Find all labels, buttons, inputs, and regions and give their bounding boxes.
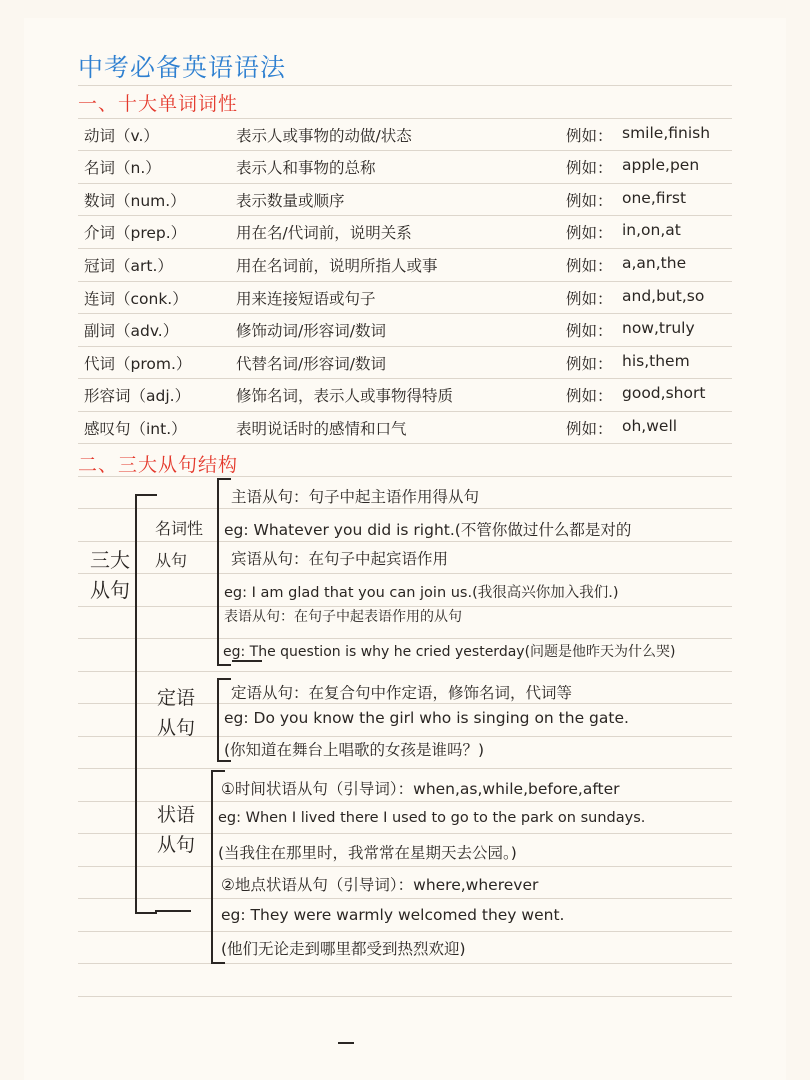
clause-line: 定语从句：在复合句中作定语，修饰名词，代词等 xyxy=(231,684,573,702)
clause-line: 表语从句：在句子中起表语作用的从句 xyxy=(224,609,462,625)
clause-line: (他们无论走到哪里都受到热烈欢迎) xyxy=(221,940,466,958)
part-description: 表示人和事物的总称 xyxy=(236,159,376,177)
clause-line: eg: Do you know the girl who is singing on the gate. xyxy=(224,709,629,727)
example-label: 例如： xyxy=(566,322,613,340)
example-words: in,on,at xyxy=(622,221,681,239)
group-bracket xyxy=(211,770,225,964)
group-label-adverbial-clause: 状语 从句 xyxy=(157,804,196,856)
clause-line: (你知道在舞台上唱歌的女孩是谁吗？) xyxy=(224,741,485,759)
section-heading-parts-of-speech: 一、十大单词词性 xyxy=(78,93,239,115)
part-description: 表示数量或顺序 xyxy=(236,192,345,210)
list-item xyxy=(0,313,810,345)
list-item xyxy=(0,346,810,378)
list-item xyxy=(0,118,810,150)
part-name: 介词（prep.） xyxy=(84,224,187,242)
page-dash xyxy=(338,1042,354,1044)
example-label: 例如： xyxy=(566,127,613,145)
clause-line: eg: When I lived there I used to go to the park on sundays. xyxy=(218,810,646,826)
list-item xyxy=(0,183,810,215)
bracket-tick xyxy=(155,910,191,912)
part-description: 用在名词前，说明所指人或事 xyxy=(236,257,438,275)
example-words: good,short xyxy=(622,384,706,402)
example-label: 例如： xyxy=(566,257,613,275)
part-name: 副词（adv.） xyxy=(84,322,179,340)
example-label: 例如： xyxy=(566,290,613,308)
example-words: his,them xyxy=(622,352,690,370)
example-words: a,an,the xyxy=(622,254,687,272)
list-item xyxy=(0,411,810,443)
part-name: 连词（conk.） xyxy=(84,290,188,308)
list-item xyxy=(0,215,810,247)
section-heading-clauses: 二、三大从句结构 xyxy=(78,454,239,476)
clause-line: (当我住在那里时，我常常在星期天去公园。) xyxy=(218,844,517,862)
example-label: 例如： xyxy=(566,355,613,373)
part-description: 修饰名词，表示人或事物得特质 xyxy=(236,387,454,405)
clause-line: 宾语从句：在句子中起宾语作用 xyxy=(231,550,449,568)
example-label: 例如： xyxy=(566,224,613,242)
example-label: 例如： xyxy=(566,420,613,438)
main-label: 三大 从句 xyxy=(90,548,130,602)
part-description: 用来连接短语或句子 xyxy=(236,290,376,308)
group-bracket xyxy=(217,478,231,666)
list-item xyxy=(0,248,810,280)
example-words: and,but,so xyxy=(622,287,705,305)
clause-line: eg: I am glad that you can join us.(我很高兴你加入我们.) xyxy=(224,585,619,601)
example-words: smile,finish xyxy=(622,124,711,142)
part-description: 修饰动词/形容词/数词 xyxy=(236,322,386,340)
part-name: 代词（prom.） xyxy=(84,355,192,373)
clause-line: eg: The question is why he cried yesterday(问题是他昨天为什么哭) xyxy=(223,644,676,660)
group-label-noun-clause: 名词性 从句 xyxy=(155,519,204,570)
part-name: 数词（num.） xyxy=(84,192,186,210)
clause-line: ①时间状语从句（引导词）：when,as,while,before,after xyxy=(221,780,620,798)
example-label: 例如： xyxy=(566,159,613,177)
example-words: now,truly xyxy=(622,319,695,337)
part-description: 用在名/代词前，说明关系 xyxy=(236,224,412,242)
list-item xyxy=(0,281,810,313)
clause-line: eg: They were warmly welcomed they went. xyxy=(221,906,565,924)
main-bracket xyxy=(135,494,157,914)
example-words: one,first xyxy=(622,189,687,207)
list-item xyxy=(0,150,810,182)
group-label-attributive-clause: 定语 从句 xyxy=(157,687,196,739)
part-name: 形容词（adj.） xyxy=(84,387,191,405)
part-name: 感叹句（int.） xyxy=(84,420,187,438)
clause-line: 主语从句：句子中起主语作用得从句 xyxy=(231,488,480,506)
part-name: 冠词（art.） xyxy=(84,257,173,275)
example-words: oh,well xyxy=(622,417,678,435)
clause-line: eg: Whatever you did is right.(不管你做过什么都是对的 xyxy=(224,521,632,539)
example-label: 例如： xyxy=(566,387,613,405)
part-description: 表示人或事物的动做/状态 xyxy=(236,127,412,145)
clause-line: ②地点状语从句（引导词）：where,wherever xyxy=(221,876,539,894)
part-description: 表明说话时的感情和口气 xyxy=(236,420,407,438)
part-description: 代替名词/形容词/数词 xyxy=(236,355,386,373)
list-item xyxy=(0,378,810,410)
example-label: 例如： xyxy=(566,192,613,210)
part-name: 名词（n.） xyxy=(84,159,161,177)
part-name: 动词（v.） xyxy=(84,127,159,145)
page-title: 中考必备英语语法 xyxy=(78,53,287,82)
example-words: apple,pen xyxy=(622,156,700,174)
